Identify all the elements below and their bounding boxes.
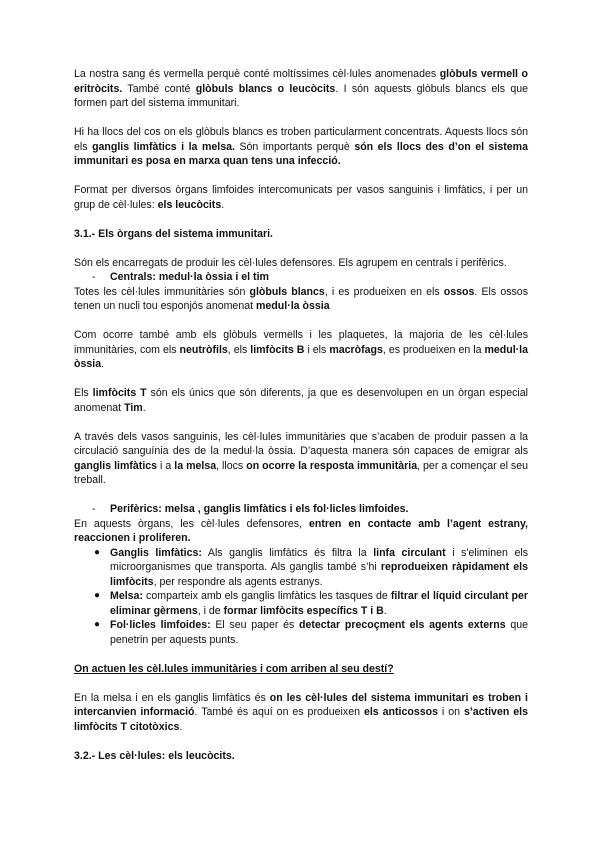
question-heading: On actuen les cèl.lules immunitàries i com arriben al seu destí? (74, 662, 394, 675)
bullet-icon: ● (94, 546, 101, 558)
peripheral-organs-list (74, 546, 528, 648)
bullet-icon: ● (94, 590, 101, 601)
section-heading-organs: 3.1.- Els òrgans del sistema immunitari. (74, 227, 273, 240)
list-item-melsa: ● Melsa: comparteix amb els ganglis limfàtics les tasques de filtrar el líquid circulant per eliminar gèrmens, i de formar limfòcits específics T i B. (94, 590, 528, 617)
document-page (74, 67, 528, 763)
paragraph-organs-intro: Són els encarregats de produir les cèl·lules defensores. Els agrupem en centrals i perifèrics. (74, 256, 507, 269)
section-heading-cells: 3.2.- Les cèl·lules: els leucòcits. (74, 749, 235, 762)
list-item-follicles: ● Fol·licles limfoides: El seu paper és detectar precoçment els agents externs que penetrin per aquests punts. (94, 619, 528, 646)
paragraph-peripheral-organs: En aquests òrgans, les cèl·lules defensores, entren en contacte amb l’agent estrany, reaccionen i proliferen. (74, 517, 528, 544)
dash-marker: - (92, 271, 96, 283)
subheading-centrals: - Centrals: medul·la òssia i el tim (92, 271, 269, 283)
paragraph-bone-marrow: Totes les cèl·lules immunitàries són glòbuls blancs, i es produeixen en els ossos. Els ossos tenen un nucli tou esponjós anomenat medul·la òssia (74, 285, 528, 312)
subheading-peripherals: - Perifèrics: melsa , ganglis limfàtics i els fol·licles limfoides. (92, 503, 409, 515)
paragraph-circulation: A través dels vasos sanguinis, les cèl·lules immunitàries que s’acaben de produir passen a la circulació sanguínia des de la medul·la òssia. D’aquesta manera són capaces de emigrar als ganglis limfàtics i a la melsa, llocs on ocorre la resposta immunitària, per a començar el seu treball. (74, 430, 529, 486)
paragraph-lymph-locations: Hi ha llocs del cos on els glòbuls blancs es troben particularment concentrats. Aquests llocs són els ganglis limfàtics i la melsa. Són importants perquè són els llocs des d’on el sistema immunitari es posa en marxa quan tens una infecció. (74, 126, 528, 167)
bullet-icon: ● (94, 619, 101, 630)
paragraph-t-lymphocytes: Els limfòcits T són els únics que són diferents, ja que es desenvolupen en un òrgan especial anomenat Tim. (74, 387, 528, 414)
paragraph-composition: Format per diversos òrgans limfoides intercomunicats per vasos sanguinis i limfàtics, i per un grup de cèl·lules: els leucòcits. (74, 184, 528, 211)
list-item-ganglis: ● Ganglis limfàtics: Als ganglis limfàtics és filtra la linfa circulant i s'eliminen els microorganismes que transporta. Als ganglis també s’hi reprodueixen ràpidament els limfòcits, per respondre als agents estranys. (94, 546, 529, 588)
paragraph-cell-types: Com ocorre també amb els glòbuls vermells i les plaquetes, la majoria de les cèl·lules immunitàries, com els neutròfils, els limfòcits B i els macròfags, es produeixen en la medul·la òssia. (74, 329, 529, 370)
paragraph-meeting-place: En la melsa i en els ganglis limfàtics és on les cèl·lules del sistema immunitari es troben i intercanvien informació. També és aquí on es produeixen els anticossos i on s’activen els limfòcits T citotòxics. (74, 691, 528, 733)
dash-marker: - (92, 503, 96, 515)
paragraph-red-blood: La nostra sang és vermella perquè conté moltíssimes cèl·lules anomenades glòbuls vermell o eritròcits. També conté glòbuls blancs o leucòcits. I són aquests glòbuls blancs els que formen part del sistema immunitari. (74, 68, 528, 109)
